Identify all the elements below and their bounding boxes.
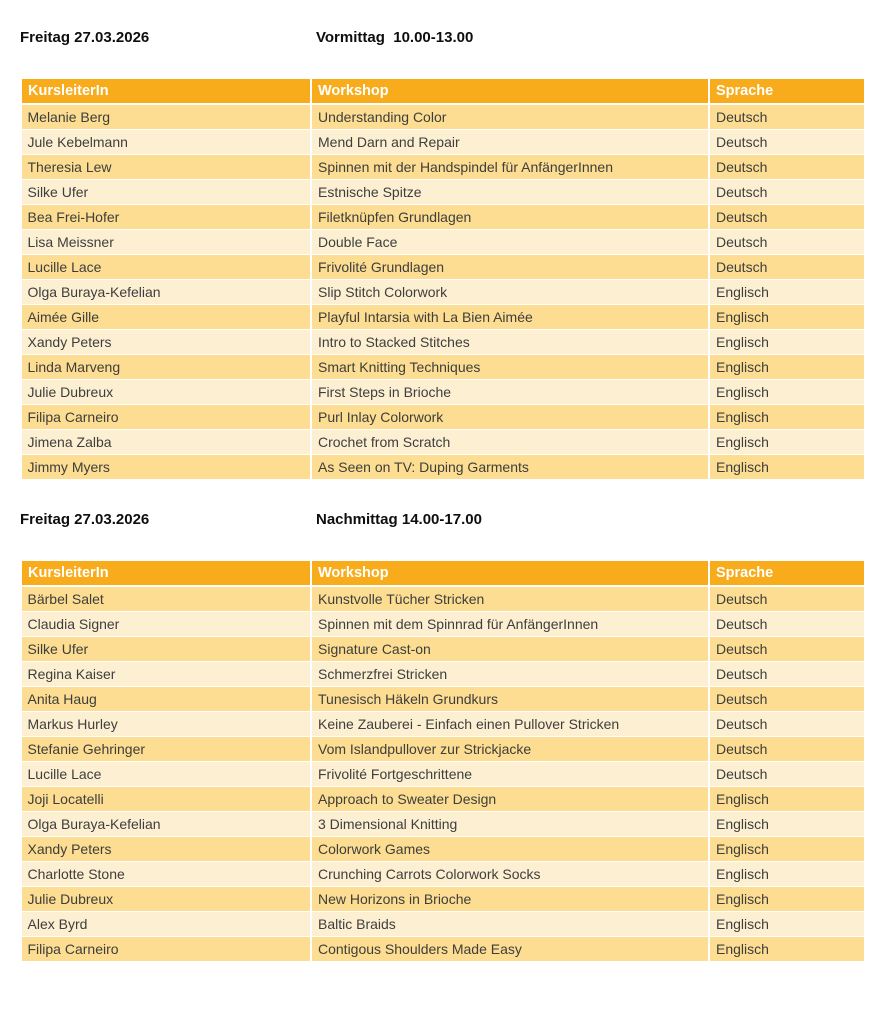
- table-row: [21, 586, 865, 612]
- kursleiterin-cell: Silke Ufer: [21, 180, 311, 205]
- session-header-nachmittag: [20, 510, 864, 529]
- kursleiterin-cell: Jimena Zalba: [21, 430, 311, 455]
- kursleiterin-cell: Stefanie Gehringer: [21, 737, 311, 762]
- kursleiterin-cell: Bea Frei-Hofer: [21, 205, 311, 230]
- workshop-cell: Vom Islandpullover zur Strickjacke: [311, 737, 709, 762]
- sprache-cell: Deutsch: [709, 762, 865, 787]
- sprache-cell: Deutsch: [709, 586, 865, 612]
- workshop-cell: Contigous Shoulders Made Easy: [311, 937, 709, 962]
- table-row: [21, 280, 865, 305]
- table-row: [21, 380, 865, 405]
- session-date: Freitag 27.03.2026: [20, 29, 150, 46]
- workshop-cell: Tunesisch Häkeln Grundkurs: [311, 687, 709, 712]
- kursleiterin-cell: Olga Buraya-Kefelian: [21, 280, 311, 305]
- table-row: [21, 205, 865, 230]
- table-row: [21, 230, 865, 255]
- sprache-cell: Englisch: [709, 355, 865, 380]
- sprache-cell: Deutsch: [709, 637, 865, 662]
- workshop-cell: As Seen on TV: Duping Garments: [311, 455, 709, 480]
- kursleiterin-cell: Filipa Carneiro: [21, 937, 311, 962]
- table-row: [21, 430, 865, 455]
- kursleiterin-cell: Aimée Gille: [21, 305, 311, 330]
- sprache-cell: Englisch: [709, 912, 865, 937]
- kursleiterin-cell: Lucille Lace: [21, 762, 311, 787]
- kursleiterin-cell: Julie Dubreux: [21, 887, 311, 912]
- workshop-cell: Crochet from Scratch: [311, 430, 709, 455]
- column-header-kursleiterin: KursleiterIn: [21, 78, 311, 104]
- table-row: [21, 180, 865, 205]
- workshop-table-vormittag: [20, 77, 866, 480]
- workshop-cell: 3 Dimensional Knitting: [311, 812, 709, 837]
- workshop-cell: Approach to Sweater Design: [311, 787, 709, 812]
- workshop-cell: Keine Zauberei - Einfach einen Pullover Stricken: [311, 712, 709, 737]
- kursleiterin-cell: Jule Kebelmann: [21, 130, 311, 155]
- sprache-cell: Englisch: [709, 405, 865, 430]
- kursleiterin-cell: Anita Haug: [21, 687, 311, 712]
- table-row: [21, 662, 865, 687]
- workshop-cell: Double Face: [311, 230, 709, 255]
- sprache-cell: Deutsch: [709, 130, 865, 155]
- kursleiterin-cell: Olga Buraya-Kefelian: [21, 812, 311, 837]
- sprache-cell: Deutsch: [709, 662, 865, 687]
- sprache-cell: Deutsch: [709, 155, 865, 180]
- workshop-cell: Filetknüpfen Grundlagen: [311, 205, 709, 230]
- sprache-cell: Deutsch: [709, 737, 865, 762]
- kursleiterin-cell: Joji Locatelli: [21, 787, 311, 812]
- workshop-table-nachmittag: [20, 559, 866, 962]
- table-row: [21, 737, 865, 762]
- kursleiterin-cell: Claudia Signer: [21, 612, 311, 637]
- sprache-cell: Englisch: [709, 812, 865, 837]
- table-row: [21, 612, 865, 637]
- kursleiterin-cell: Lisa Meissner: [21, 230, 311, 255]
- kursleiterin-cell: Filipa Carneiro: [21, 405, 311, 430]
- sprache-cell: Deutsch: [709, 104, 865, 130]
- kursleiterin-cell: Julie Dubreux: [21, 380, 311, 405]
- column-header-kursleiterin: KursleiterIn: [21, 560, 311, 586]
- session-vormittag: [20, 28, 864, 480]
- workshop-cell: Frivolité Fortgeschrittene: [311, 762, 709, 787]
- sprache-cell: Deutsch: [709, 687, 865, 712]
- sprache-cell: Deutsch: [709, 612, 865, 637]
- table-row: [21, 637, 865, 662]
- session-header-vormittag: [20, 28, 864, 47]
- table-row: [21, 937, 865, 962]
- column-header-workshop: Workshop: [311, 78, 709, 104]
- kursleiterin-cell: Bärbel Salet: [21, 586, 311, 612]
- kursleiterin-cell: Regina Kaiser: [21, 662, 311, 687]
- kursleiterin-cell: Markus Hurley: [21, 712, 311, 737]
- table-header-row: [21, 78, 865, 104]
- sprache-cell: Deutsch: [709, 205, 865, 230]
- kursleiterin-cell: Theresia Lew: [21, 155, 311, 180]
- table-row: [21, 355, 865, 380]
- workshop-cell: Schmerzfrei Stricken: [311, 662, 709, 687]
- kursleiterin-cell: Alex Byrd: [21, 912, 311, 937]
- table-row: [21, 887, 865, 912]
- table-row: [21, 330, 865, 355]
- workshop-cell: Frivolité Grundlagen: [311, 255, 709, 280]
- table-row: [21, 787, 865, 812]
- session-time: Vormittag 10.00-13.00: [316, 29, 474, 46]
- sprache-cell: Englisch: [709, 862, 865, 887]
- table-row: [21, 455, 865, 480]
- table-row: [21, 305, 865, 330]
- kursleiterin-cell: Melanie Berg: [21, 104, 311, 130]
- sprache-cell: Englisch: [709, 837, 865, 862]
- workshop-cell: Understanding Color: [311, 104, 709, 130]
- table-row: [21, 762, 865, 787]
- table-row: [21, 712, 865, 737]
- table-row: [21, 130, 865, 155]
- table-row: [21, 255, 865, 280]
- sprache-cell: Englisch: [709, 430, 865, 455]
- sprache-cell: Deutsch: [709, 180, 865, 205]
- sprache-cell: Deutsch: [709, 255, 865, 280]
- workshop-cell: Intro to Stacked Stitches: [311, 330, 709, 355]
- column-header-sprache: Sprache: [709, 78, 865, 104]
- column-header-sprache: Sprache: [709, 560, 865, 586]
- session-time: Nachmittag 14.00-17.00: [316, 511, 482, 528]
- table-row: [21, 405, 865, 430]
- table-header-row: [21, 560, 865, 586]
- workshop-cell: Kunstvolle Tücher Stricken: [311, 586, 709, 612]
- sprache-cell: Englisch: [709, 330, 865, 355]
- table-row: [21, 687, 865, 712]
- sprache-cell: Englisch: [709, 305, 865, 330]
- workshop-cell: Estnische Spitze: [311, 180, 709, 205]
- workshop-cell: Baltic Braids: [311, 912, 709, 937]
- table-row: [21, 912, 865, 937]
- workshop-cell: Smart Knitting Techniques: [311, 355, 709, 380]
- sprache-cell: Englisch: [709, 280, 865, 305]
- workshop-cell: Spinnen mit der Handspindel für AnfängerInnen: [311, 155, 709, 180]
- table-body: [21, 586, 865, 962]
- column-header-workshop: Workshop: [311, 560, 709, 586]
- workshop-cell: Spinnen mit dem Spinnrad für AnfängerInnen: [311, 612, 709, 637]
- kursleiterin-cell: Lucille Lace: [21, 255, 311, 280]
- kursleiterin-cell: Silke Ufer: [21, 637, 311, 662]
- kursleiterin-cell: Linda Marveng: [21, 355, 311, 380]
- table-body: [21, 104, 865, 480]
- kursleiterin-cell: Xandy Peters: [21, 330, 311, 355]
- sprache-cell: Englisch: [709, 887, 865, 912]
- workshop-cell: Crunching Carrots Colorwork Socks: [311, 862, 709, 887]
- kursleiterin-cell: Jimmy Myers: [21, 455, 311, 480]
- workshop-cell: Playful Intarsia with La Bien Aimée: [311, 305, 709, 330]
- sprache-cell: Englisch: [709, 380, 865, 405]
- workshop-cell: First Steps in Brioche: [311, 380, 709, 405]
- table-row: [21, 862, 865, 887]
- workshop-cell: Signature Cast-on: [311, 637, 709, 662]
- table-row: [21, 812, 865, 837]
- sprache-cell: Englisch: [709, 455, 865, 480]
- sprache-cell: Deutsch: [709, 712, 865, 737]
- workshop-cell: Slip Stitch Colorwork: [311, 280, 709, 305]
- session-nachmittag: [20, 510, 864, 962]
- kursleiterin-cell: Charlotte Stone: [21, 862, 311, 887]
- sprache-cell: Englisch: [709, 787, 865, 812]
- workshop-cell: Mend Darn and Repair: [311, 130, 709, 155]
- table-row: [21, 104, 865, 130]
- workshop-cell: New Horizons in Brioche: [311, 887, 709, 912]
- workshop-cell: Colorwork Games: [311, 837, 709, 862]
- session-date: Freitag 27.03.2026: [20, 511, 150, 528]
- table-row: [21, 837, 865, 862]
- sprache-cell: Deutsch: [709, 230, 865, 255]
- sprache-cell: Englisch: [709, 937, 865, 962]
- workshop-cell: Purl Inlay Colorwork: [311, 405, 709, 430]
- table-row: [21, 155, 865, 180]
- kursleiterin-cell: Xandy Peters: [21, 837, 311, 862]
